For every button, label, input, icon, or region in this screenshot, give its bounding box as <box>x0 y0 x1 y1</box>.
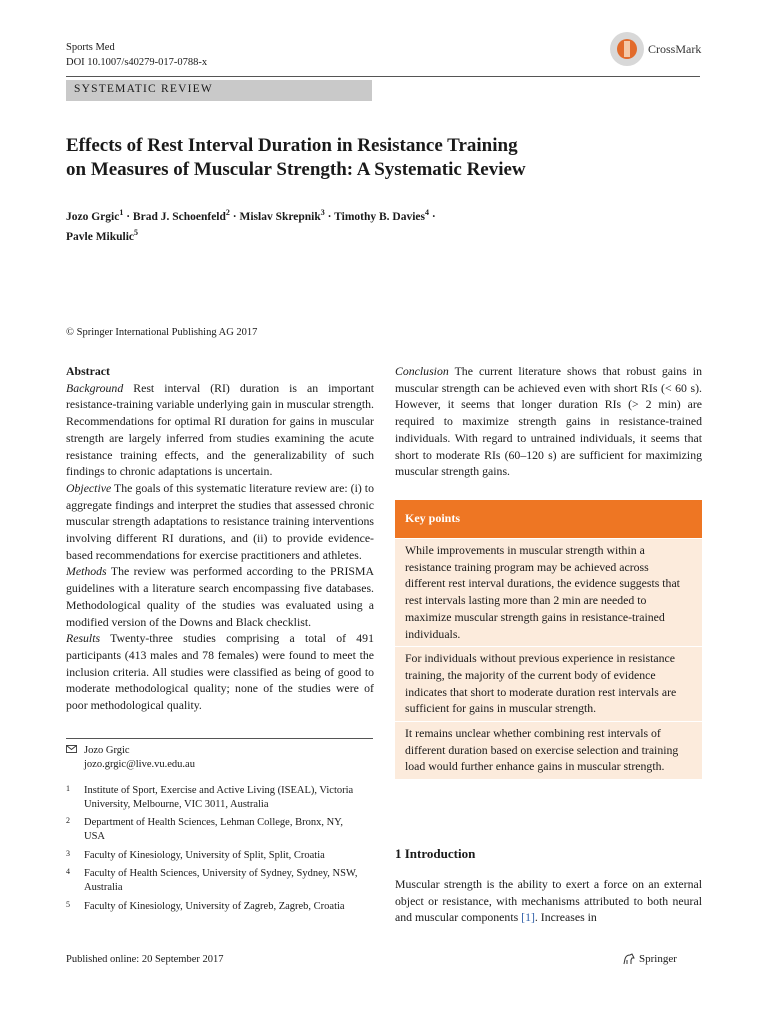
key-point-item: It remains unclear whether combining rest intervals of different duration based on exercise selection and training load would further enhance gains in muscular strength. <box>395 721 702 779</box>
author-affiliation-marker: 3 <box>320 208 325 217</box>
affiliation-number: 1 <box>66 784 70 793</box>
section-text: SYSTEMATIC REVIEW <box>74 83 213 95</box>
affiliation-text: Faculty of Kinesiology, University of Split, Split, Croatia <box>84 850 325 861</box>
abstract-heading: Abstract <box>66 364 110 378</box>
key-point-item: While improvements in muscular strength within a resistance training program may be achieved across different rest interval durations, the evidence suggests that rest intervals lasting more than 2 min are needed to maximize muscular strength gains in resistance-trained individuals. <box>395 538 702 646</box>
crossmark-icon <box>610 32 644 66</box>
objective-label: Objective <box>66 480 112 495</box>
reference-link[interactable]: [1] <box>521 910 535 925</box>
correspondence-name: Jozo Grgic <box>84 745 130 756</box>
conclusion-label: Conclusion <box>395 364 449 378</box>
key-point-item: For individuals without previous experience in resistance training, the majority of the current body of evidence indicates that short to moderate duration rest intervals are sufficient for gains in muscular strength. <box>395 646 702 721</box>
journal-name: Sports Med <box>66 42 115 53</box>
background-text: Rest interval (RI) duration is an important resistance-training variable underlying gain in muscular strength. Recommendations for optimal RI duration for gains in muscular strength are largely inferred from studies examining the acute resistance training effects, and the generalizability of such findings to chronic adaptations is uncertain. <box>66 380 374 479</box>
author-separator: · <box>123 210 133 223</box>
affiliation-number: 2 <box>66 816 70 825</box>
springer-horse-icon <box>622 953 636 965</box>
affiliation-text: Department of Health Sciences, Lehman College, Bronx, NY, USA <box>84 817 344 842</box>
article-title <box>66 134 706 182</box>
introduction-heading: 1 Introduction <box>395 846 476 861</box>
abstract-background <box>66 380 374 480</box>
footnote-divider <box>66 738 373 739</box>
author-name[interactable]: Pavle Mikulic <box>66 230 135 243</box>
author-name[interactable]: Timothy B. Davies <box>334 210 425 223</box>
journal-header <box>66 40 207 70</box>
methods-text: The review was performed according to the PRISMA guidelines with a literature search encompassing five databases. Methodological quality of the studies was evaluated using a modified version of the Downs and Black checklist. <box>66 564 374 629</box>
key-points-heading: Key points <box>395 500 702 538</box>
envelope-icon <box>66 744 84 758</box>
author-name[interactable]: Brad J. Schoenfeld <box>132 210 226 223</box>
section-label <box>66 80 372 101</box>
affiliation-number: 4 <box>66 867 70 876</box>
introduction-text <box>395 876 702 926</box>
crossmark-badge[interactable] <box>610 32 701 66</box>
crossmark-label: CrossMark <box>648 41 702 56</box>
published-date: Published online: 20 September 2017 <box>66 954 224 965</box>
affiliation <box>66 867 366 895</box>
objective-text: The goals of this systematic literature review are: (i) to aggregate findings and interpret the studies that assessed chronic muscular strength adaptations to resistance training interventions involving different RI durations, and (ii) to provide evidence-based recommendations for exercise practitioners and athletes. <box>66 480 374 562</box>
affiliation-text: Institute of Sport, Exercise and Active Living (ISEAL), Victoria University, Melbourne, VIC 3011, Australia <box>84 785 354 810</box>
publisher-logo <box>622 953 677 965</box>
correspondence-email[interactable]: jozo.grgic@live.vu.edu.au <box>84 759 195 770</box>
author-affiliation-marker: 4 <box>425 208 429 217</box>
affiliation <box>66 816 366 844</box>
publisher-name: Springer <box>639 953 677 965</box>
affiliation <box>66 784 366 812</box>
title-line-2: on Measures of Muscular Strength: A Systematic Review <box>66 159 526 180</box>
author-separator: · <box>324 210 335 223</box>
author-list <box>66 205 586 245</box>
abstract-conclusion <box>395 363 702 480</box>
methods-label: Methods <box>66 564 107 579</box>
author-separator: · <box>229 210 240 223</box>
author-name[interactable]: Mislav Skrepnik <box>239 210 321 223</box>
title-line-1: Effects of Rest Interval Duration in Resistance Training <box>66 135 518 156</box>
author-affiliation-marker: 2 <box>225 208 230 217</box>
author-affiliation-marker: 1 <box>119 208 124 217</box>
abstract-objective <box>66 480 374 564</box>
affiliation <box>66 900 366 914</box>
copyright-notice: © Springer International Publishing AG 2017 <box>66 327 258 338</box>
abstract-methods <box>66 563 374 630</box>
introduction-body: Muscular strength is the ability to exert a force on an external object or resistance, with mechanisms attributed to both neural and muscular components <box>395 877 702 925</box>
results-text: Twenty-three studies comprising a total of 491 participants (413 males and 78 females) were found to meet the inclusion criteria. All studies were classified as being of good to moderate methodological quality; none of the studies were of poor methodological quality. <box>66 631 374 713</box>
key-points-box <box>395 500 702 779</box>
abstract <box>66 363 374 714</box>
introduction-body-cont: . Increases in <box>534 910 597 925</box>
header-divider <box>66 76 700 77</box>
author-name[interactable]: Jozo Grgic <box>66 210 120 223</box>
doi[interactable]: DOI 10.1007/s40279-017-0788-x <box>66 57 208 68</box>
affiliation-number: 3 <box>66 849 70 858</box>
author-separator: · <box>429 210 436 223</box>
correspondence <box>66 744 195 772</box>
affiliation-text: Faculty of Kinesiology, University of Zagreb, Zagreb, Croatia <box>84 901 345 912</box>
conclusion-text: The current literature shows that robust gains in muscular strength can be achieved even with short RIs (< 60 s). However, it seems that longer duration RIs (> 2 min) are required to maximize strength gains in resistance-trained individuals. With regard to untrained individuals, it seems that short to moderate RIs (60–120 s) are sufficient for maximizing muscular strength gains. <box>395 364 702 479</box>
abstract-results <box>66 630 374 714</box>
results-label: Results <box>66 631 101 646</box>
author-affiliation-marker: 5 <box>134 227 139 237</box>
background-label: Background <box>66 380 124 395</box>
affiliation-number: 5 <box>66 900 70 909</box>
affiliation <box>66 849 366 863</box>
affiliation-text: Faculty of Health Sciences, University of Sydney, Sydney, NSW, Australia <box>84 868 358 893</box>
